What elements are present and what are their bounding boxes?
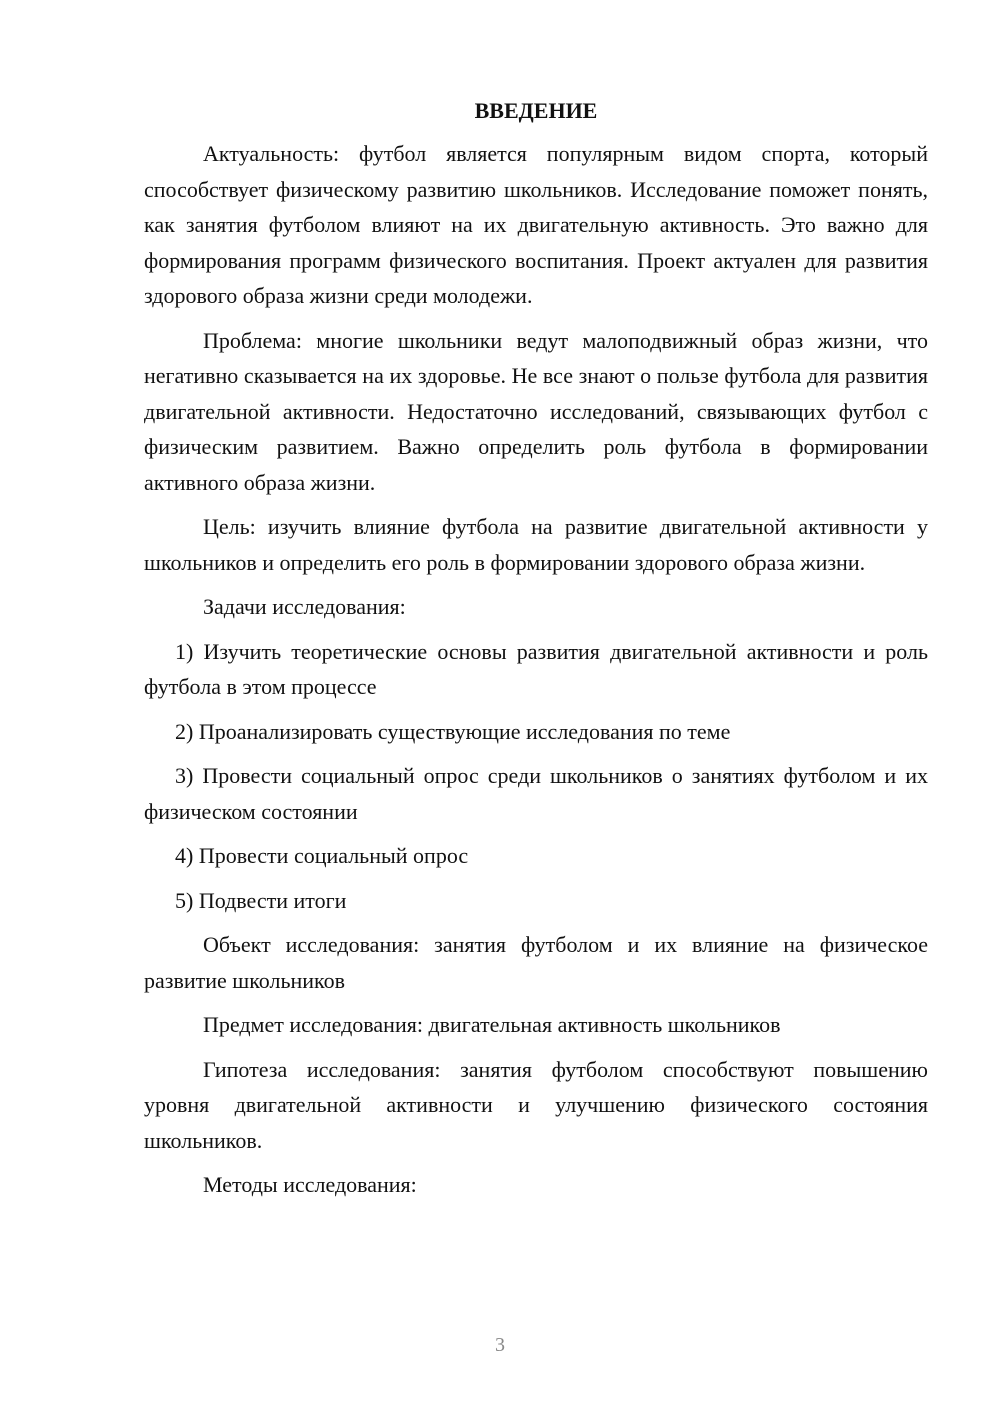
- task-item-4: 4) Провести социальный опрос: [175, 843, 469, 868]
- page-title: ВВЕДЕНИЕ: [474, 98, 598, 123]
- page-number: 3: [495, 1334, 505, 1356]
- paragraph-tasks-heading: Задачи исследования:: [203, 594, 406, 619]
- task-item-5: 5) Подвести итоги: [175, 887, 347, 913]
- task-item-2: 2) Проанализировать существующие исследования по теме: [175, 718, 731, 744]
- paragraph-subject: Предмет исследования: двигательная активность школьников: [203, 1012, 781, 1037]
- paragraph-hypothesis: Гипотеза исследования: занятия футболом способствуют повышению уровня двигательной активности и улучшению физического состояния школьников.: [144, 1056, 928, 1153]
- task-item-3: 3) Провести социальный опрос среди школьников о занятиях футболом и их физическом состоянии: [144, 763, 928, 824]
- paragraph-relevance: Актуальность: футбол является популярным видом спорта, который способствует физическому развитию школьников. Исследование поможет понять, как занятия футболом влияют на их двигательную активность. Это важно для формирования программ физического воспитания. Проект актуален для развития здорового образа жизни среди молодежи.: [144, 141, 928, 308]
- document-page: [144, 96, 928, 1212]
- paragraph-object: Объект исследования: занятия футболом и их влияние на физическое развитие школьников: [144, 932, 928, 993]
- paragraph-methods: Методы исследования:: [203, 1172, 417, 1197]
- paragraph-problem: Проблема: многие школьники ведут малоподвижный образ жизни, что негативно сказывается на их здоровье. Не все знают о пользе футбола для развития двигательной активности. Недостаточно исследований, связывающих футбол с физическим развитием. Важно определить роль футбола в формировании активного образа жизни.: [144, 327, 928, 495]
- task-item-1: 1) Изучить теоретические основы развития двигательной активности и роль футбола в этом процессе: [144, 638, 928, 699]
- paragraph-goal: Цель: изучить влияние футбола на развитие двигательной активности у школьников и определить его роль в формировании здорового образа жизни.: [144, 514, 928, 575]
